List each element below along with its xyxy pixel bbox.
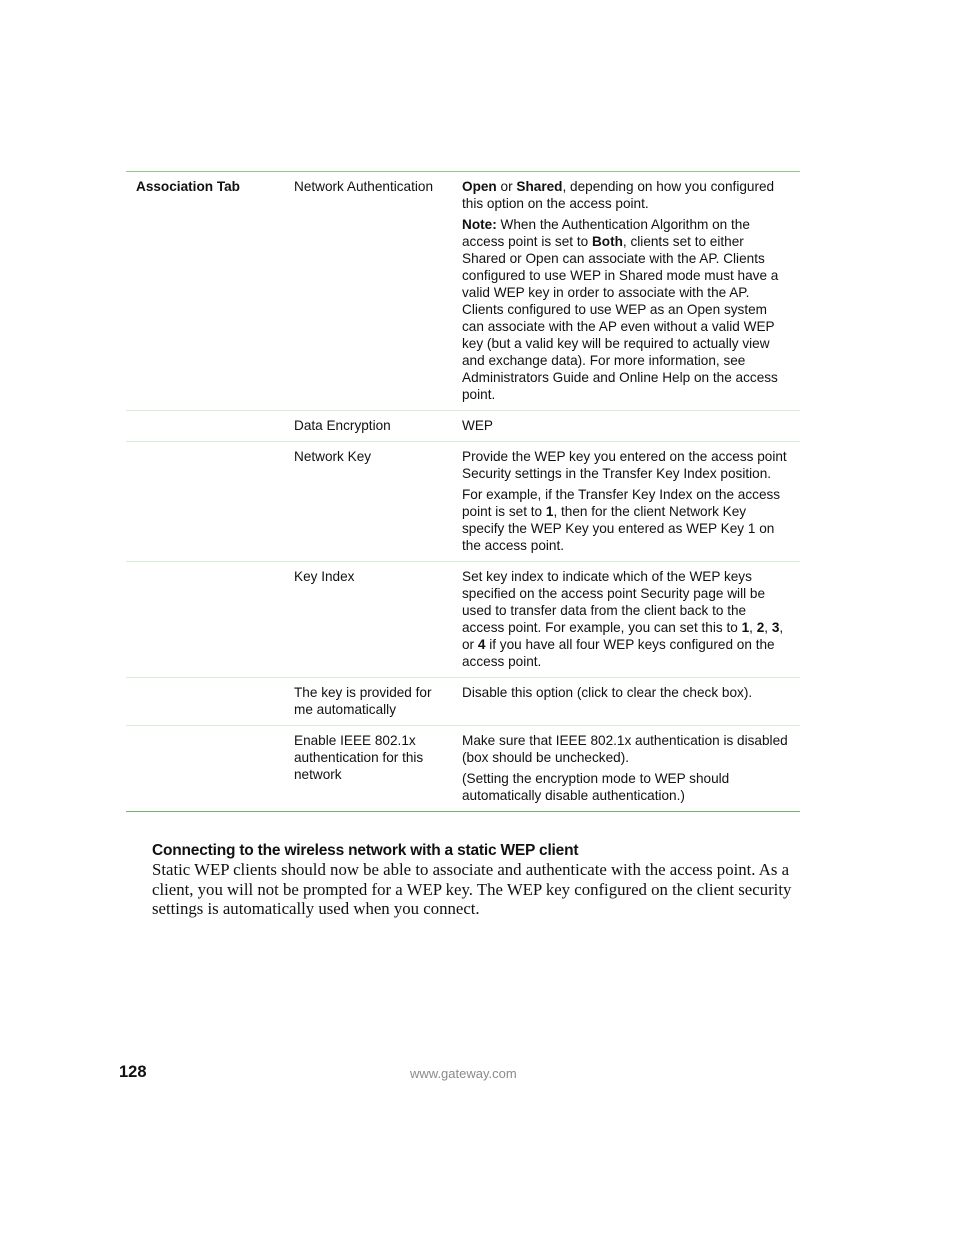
setting-label: Network Authentication <box>294 179 434 194</box>
emphasis-text: Note: <box>462 217 497 232</box>
emphasis-text: 2 <box>756 620 765 635</box>
table-row <box>126 561 800 677</box>
value-paragraph <box>462 448 790 482</box>
text-run: , or <box>462 620 784 652</box>
value-paragraph <box>462 684 790 701</box>
tab-label-empty <box>126 568 294 670</box>
table-row <box>126 441 800 561</box>
text-run: (Setting the encryption mode to WEP should automatically disable authentication.) <box>462 771 730 803</box>
setting-label: Key Index <box>294 569 355 584</box>
text-run: , <box>749 620 757 635</box>
setting-value <box>462 178 790 403</box>
text-run: or <box>496 179 517 194</box>
setting-label: Enable IEEE 802.1x authentication for this network <box>294 733 424 782</box>
emphasis-text: Shared <box>516 179 563 194</box>
setting-label: Data Encryption <box>294 418 391 433</box>
emphasis-text: Both <box>591 234 623 249</box>
setting-value <box>462 568 790 670</box>
table-row <box>126 410 800 441</box>
setting-label: The key is provided for me automatically <box>294 685 432 717</box>
emphasis-text: 1 <box>545 504 554 519</box>
text-run: , <box>764 620 772 635</box>
tab-label-empty <box>126 448 294 554</box>
text-run: Disable this option (click to clear the check box). <box>462 685 753 700</box>
value-paragraph <box>462 568 790 670</box>
tab-label-empty <box>126 417 294 434</box>
value-paragraph <box>462 732 790 766</box>
emphasis-text: Open <box>462 179 497 194</box>
text-run: For example, if the Transfer Key Index on the access point is set to <box>462 487 781 519</box>
emphasis-text: 3 <box>771 620 780 635</box>
text-run: , clients set to either Shared or Open can associate with the AP. Clients configured to use WEP in Shared mode must have a valid WEP key in order to associate with the AP. Clients configured to use WEP as an Open system can associate with the AP even without a valid WEP key (but a valid key will be required to actually view and exchange data). For more information, see Administrators Guide and Online Help on the access point. <box>462 234 779 402</box>
footer-url: www.gateway.com <box>410 1066 517 1081</box>
setting-label: Network Key <box>294 449 372 464</box>
table-row <box>126 172 800 410</box>
text-run: if you have all four WEP keys configured on the access point. <box>462 637 775 669</box>
table-row <box>126 677 800 725</box>
value-note <box>462 770 790 804</box>
setting-value <box>462 417 790 434</box>
text-run: Make sure that IEEE 802.1x authentication is disabled (box should be unchecked). <box>462 733 788 765</box>
text-run: Set key index to indicate which of the WEP keys specified on the access point Security page will be used to transfer data from the client back to the access point. For example, you can set this to <box>462 569 766 635</box>
section <box>152 841 812 919</box>
tab-label-empty <box>126 732 294 804</box>
setting-value <box>462 448 790 554</box>
page-number: 128 <box>119 1063 147 1081</box>
section-heading: Connecting to the wireless network with a static WEP client <box>152 842 579 859</box>
value-paragraph <box>462 417 790 434</box>
emphasis-text: 1 <box>741 620 750 635</box>
settings-table <box>126 171 800 812</box>
section-body: Static WEP clients should now be able to associate and authenticate with the access point. As a client, you will not be prompted for a WEP key. The WEP key configured on the client security settings is automatically used when you connect. <box>152 860 792 918</box>
value-note <box>462 216 790 403</box>
setting-value <box>462 684 790 718</box>
text-run: , then for the client Network Key specify the WEP Key you entered as WEP Key 1 on the access point. <box>462 504 775 553</box>
emphasis-text: 4 <box>477 637 486 652</box>
text-run: WEP <box>462 418 493 433</box>
value-paragraph <box>462 178 790 212</box>
table-row <box>126 725 800 811</box>
tab-label: Association Tab <box>136 179 240 194</box>
text-run: When the Authentication Algorithm on the access point is set to <box>462 217 750 249</box>
value-example <box>462 486 790 554</box>
text-run: , depending on how you configured this option on the access point. <box>462 179 775 211</box>
text-run: Provide the WEP key you entered on the access point Security settings in the Transfer Key Index position. <box>462 449 787 481</box>
tab-label-empty <box>126 684 294 718</box>
setting-value <box>462 732 790 804</box>
